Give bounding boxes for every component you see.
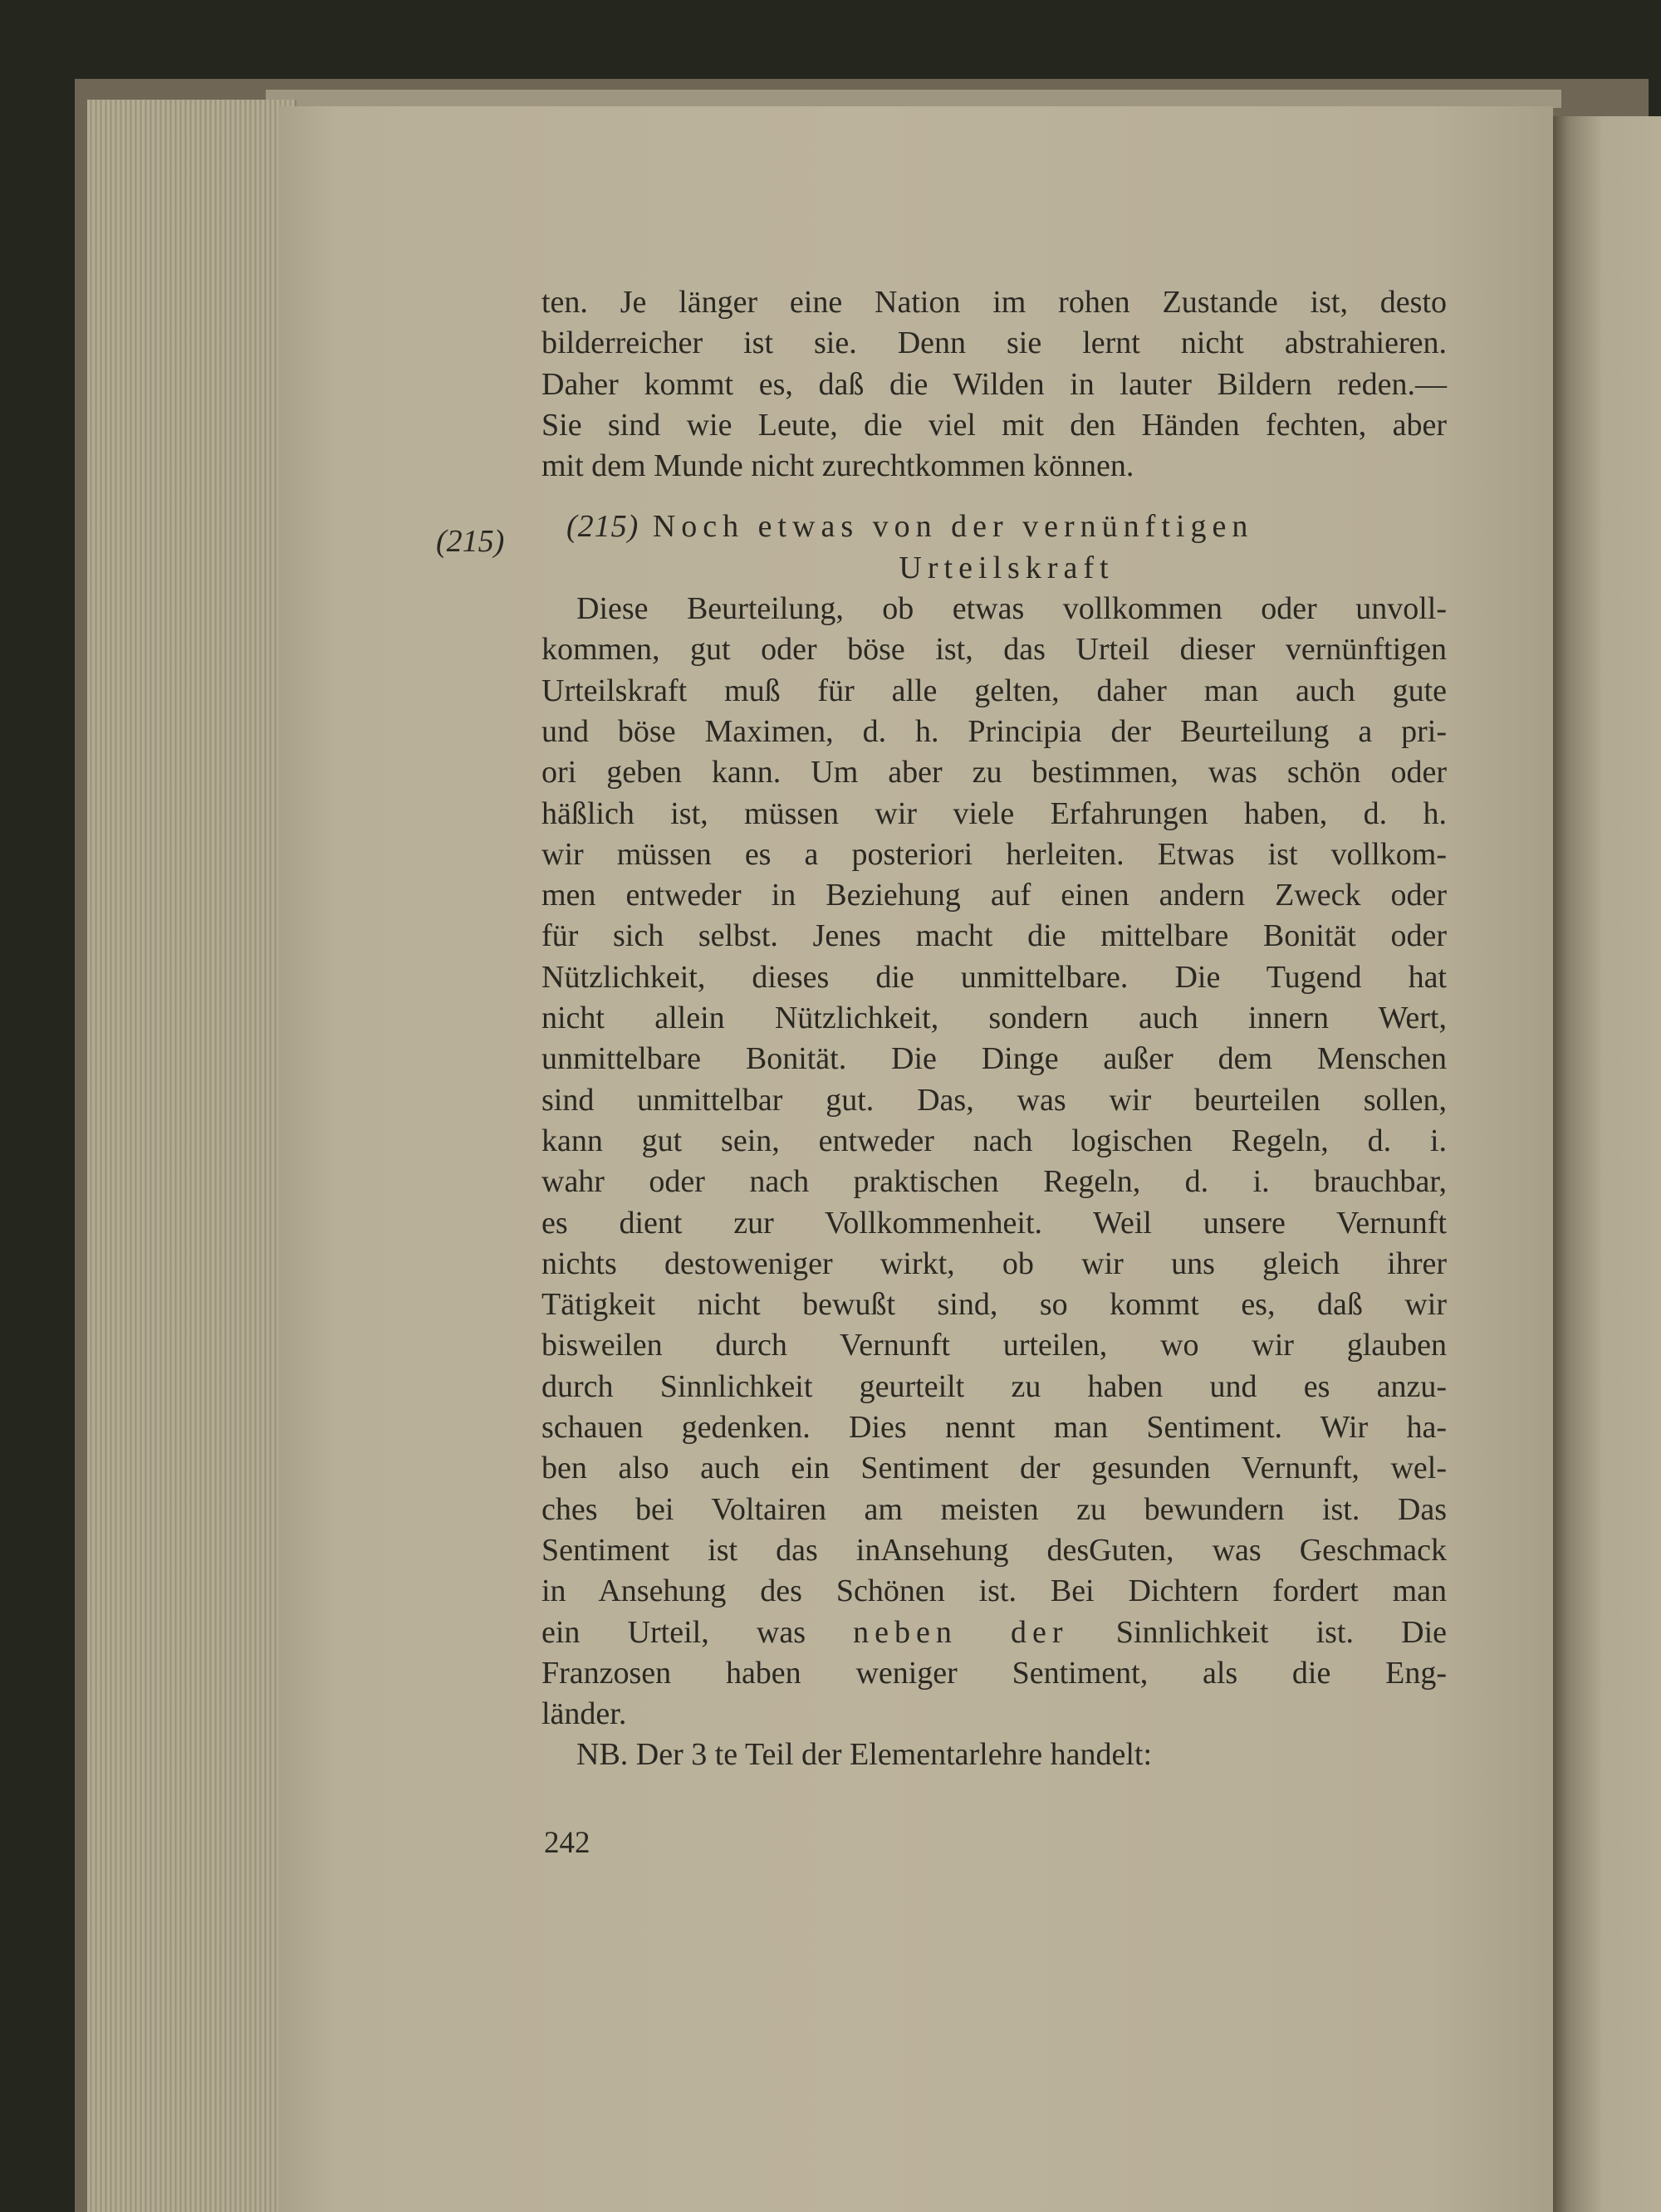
text-line: wir müssen es a posteriori herleiten. Etwas ist vollkom-: [541, 836, 1447, 872]
text-line: ches bei Voltairen am meisten zu bewundern ist. Das: [541, 1491, 1447, 1527]
text-line: häßlich ist, müssen wir viele Erfahrungen haben, d. h.: [541, 795, 1447, 831]
section-heading: [541, 507, 1447, 547]
text-line: Sie sind wie Leute, die viel mit den Händen fechten, aber: [541, 407, 1447, 443]
section-title-line2: Urteilskraft: [899, 550, 1115, 585]
text-segment: Sinnlichkeit ist. Die: [1115, 1614, 1447, 1650]
text-line: Sentiment ist das inAnsehung desGuten, was Geschmack: [541, 1532, 1447, 1568]
text-line: Tätigkeit nicht bewußt sind, so kommt es, daß wir: [541, 1287, 1447, 1323]
text-line: in Ansehung des Schönen ist. Bei Dichtern fordert man: [541, 1573, 1447, 1609]
text-line: es dient zur Vollkommenheit. Weil unsere Vernunft: [541, 1205, 1447, 1241]
paragraph-continuation: [541, 282, 1447, 487]
text-segment: ein Urteil, was: [541, 1614, 806, 1650]
text-line: bilderreicher ist sie. Denn sie lernt nicht abstrahieren.: [541, 325, 1447, 361]
text-line: men entweder in Beziehung auf einen andern Zweck oder: [541, 878, 1447, 913]
section-title-line1: Noch etwas von der vernünftigen: [652, 509, 1254, 545]
text-line: Daher kommt es, daß die Wilden in lauter Bildern reden.—: [541, 366, 1447, 402]
text-line: Franzosen haben weniger Sentiment, als die Eng-: [541, 1655, 1447, 1691]
page-text: [541, 282, 1447, 1776]
text-line-spaced: [541, 1613, 1447, 1653]
facing-page: [1553, 116, 1661, 2212]
text-line: ori geben kann. Um aber zu bestimmen, was schön oder: [541, 755, 1447, 790]
section-number: (215): [566, 509, 639, 545]
text-line: für sich selbst. Jenes macht die mittelbare Bonität oder: [541, 918, 1447, 954]
text-line: ten. Je länger eine Nation im rohen Zustande ist, desto: [541, 285, 1447, 320]
text-line: länder.: [541, 1696, 627, 1732]
margin-section-number: (215): [436, 524, 505, 559]
text-line: unmittelbare Bonität. Die Dinge außer dem Menschen: [541, 1041, 1447, 1077]
nb-line: NB. Der 3 te Teil der Elementarlehre handelt:: [576, 1737, 1153, 1773]
page-number: 242: [544, 1826, 590, 1860]
text-line: mit dem Munde nicht zurechtkommen können.: [541, 448, 1134, 484]
text-line: ben also auch ein Sentiment der gesunden Vernunft, wel-: [541, 1451, 1447, 1486]
page-top-edge: [266, 90, 1561, 108]
text-line: sind unmittelbar gut. Das, was wir beurteilen sollen,: [541, 1082, 1447, 1118]
text-line: nichts destoweniger wirkt, ob wir uns gleich ihrer: [541, 1245, 1447, 1281]
page-stack-edges: [87, 100, 296, 2212]
spaced-emphasis: neben der: [853, 1614, 1069, 1650]
text-line: wahr oder nach praktischen Regeln, d. i. brauchbar,: [541, 1164, 1447, 1200]
text-line: durch Sinnlichkeit geurteilt zu haben und es anzu-: [541, 1368, 1447, 1404]
text-line: und böse Maximen, d. h. Principia der Beurteilung a pri-: [541, 713, 1447, 749]
text-line: Diese Beurteilung, ob etwas vollkommen oder unvoll-: [576, 591, 1447, 627]
paragraph-main: [541, 589, 1447, 1735]
text-line: kann gut sein, entweder nach logischen Regeln, d. i.: [541, 1123, 1447, 1158]
text-line: Nützlichkeit, dieses die unmittelbare. Die Tugend hat: [541, 959, 1447, 995]
spacer: [541, 487, 1447, 507]
text-line: nicht allein Nützlichkeit, sondern auch innern Wert,: [541, 1001, 1447, 1036]
text-line: Urteilskraft muß für alle gelten, daher man auch gute: [541, 673, 1447, 708]
text-line: kommen, gut oder böse ist, das Urteil dieser vernünftigen: [541, 632, 1447, 668]
text-line: bisweilen durch Vernunft urteilen, wo wir glauben: [541, 1328, 1447, 1363]
text-line: schauen gedenken. Dies nennt man Sentiment. Wir ha-: [541, 1410, 1447, 1446]
